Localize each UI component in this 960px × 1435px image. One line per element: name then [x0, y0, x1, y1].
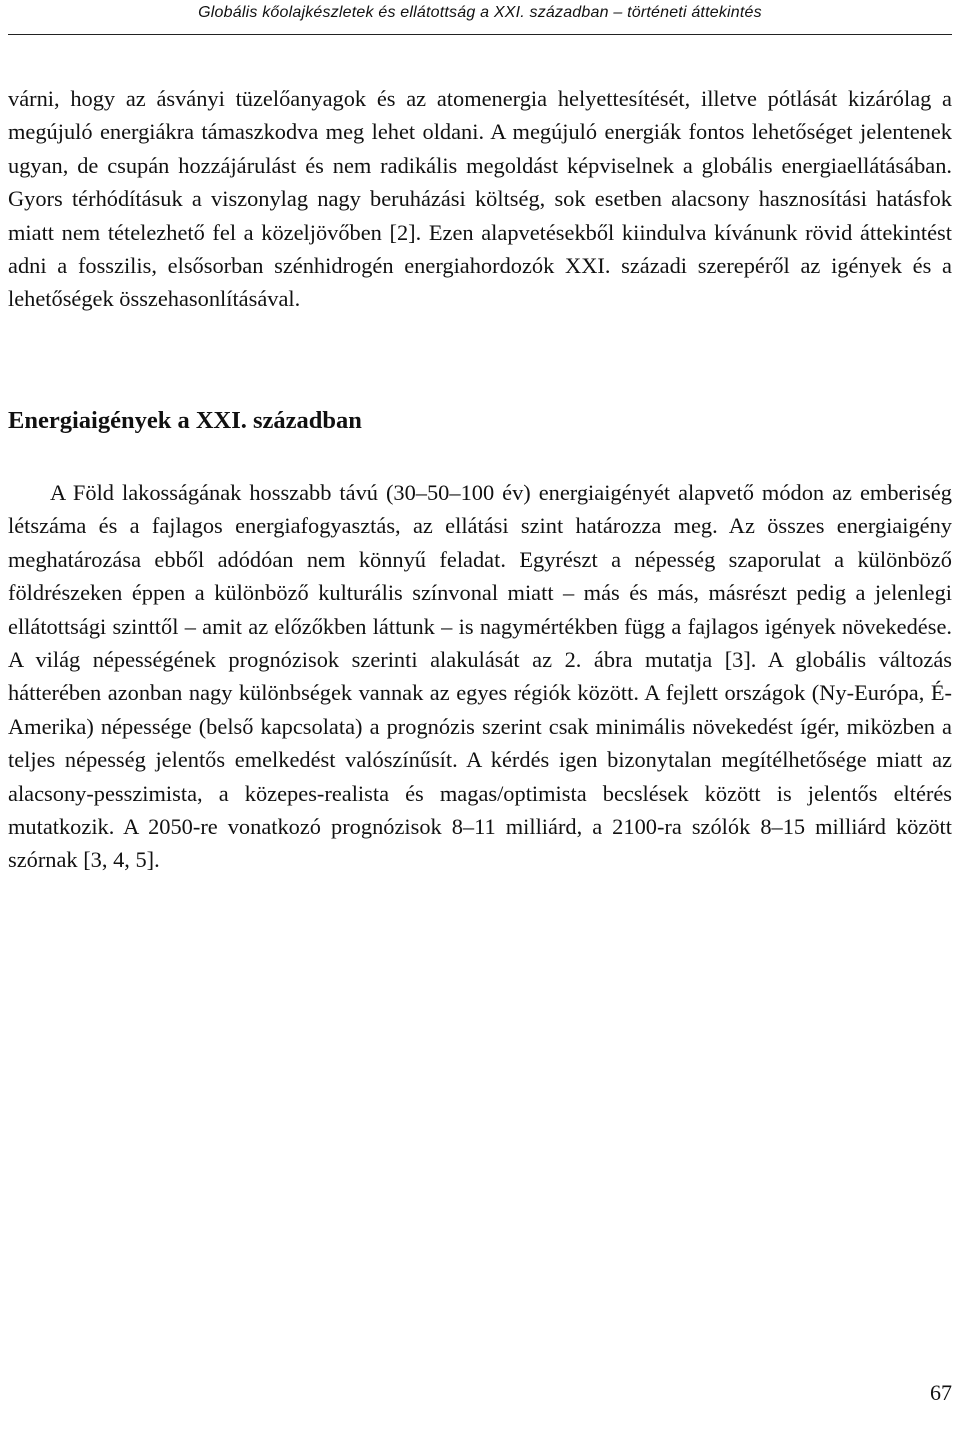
page-number: 67 — [930, 1380, 952, 1405]
body-paragraph-1: várni, hogy az ásványi tüzelőanyagok és az atomenergia helyettesítését, illetve pótlását kizárólag a megújuló energiákra támaszkodva meg lehet oldani. A megújuló energiák fontos lehetőséget jelentenek ugyan, de csupán hozzájárulást és nem radikális megoldást képviselnek a globális energiaellátásában. Gyors térhódításuk a viszonylag nagy beruházási költség, sok esetben alacsony hasznosítási hatásfok miatt nem tételezhető fel a közeljövőben [2]. Ezen alapvetésekből kiindulva kívánunk rövid áttekintést adni a fosszilis, elsősorban szénhidrogén energiahordozók XXI. századi szerepéről az igények és a lehetőségek összehasonlításával. — [8, 86, 952, 312]
body-paragraph-2: A Föld lakosságának hosszabb távú (30–50–100 év) energiaigényét alapvető módon az emberiség létszáma és a fajlagos energiafogyasztás, az ellátási szint határozza meg. Az összes energiaigény meghatározása ebből adódóan nem könnyű feladat. Egyrészt a népesség szaporulat a különböző földrészeken éppen a különböző kulturális színvonal miatt – más és más, másrészt pedig a jelenlegi ellátottsági szinttől – amit az előzőkben láttunk – is nagymértékben függ a fajlagos igények növekedése. A világ népességének prognózisok szerinti alakulását az 2. ábra mutatja [3]. A globális változás hátterében azonban nagy különbségek vannak az egyes régiók között. A fejlett országok (Ny-Európa, É-Amerika) népessége (belső kapcsolata) a prognózis szerint csak minimális növekedést ígér, miközben a teljes népesség jelentős emelkedést valószínűsít. A kérdés igen bizonytalan megítélhetősége miatt az alacsony-pesszimista, a közepes-realista és magas/optimista becslések között is jelentős eltérés mutatkozik. A 2050-re vonatkozó prognózisok 8–11 milliárd, a 2100-ra szólók 8–15 milliárd között szórnak [3, 4, 5]. — [8, 480, 952, 873]
section-heading: Energiaigények a XXI. században — [8, 407, 362, 434]
running-header: Globális kőolajkészletek és ellátottság a XXI. században – történeti áttekintés — [198, 4, 762, 21]
header-rule — [8, 34, 952, 35]
